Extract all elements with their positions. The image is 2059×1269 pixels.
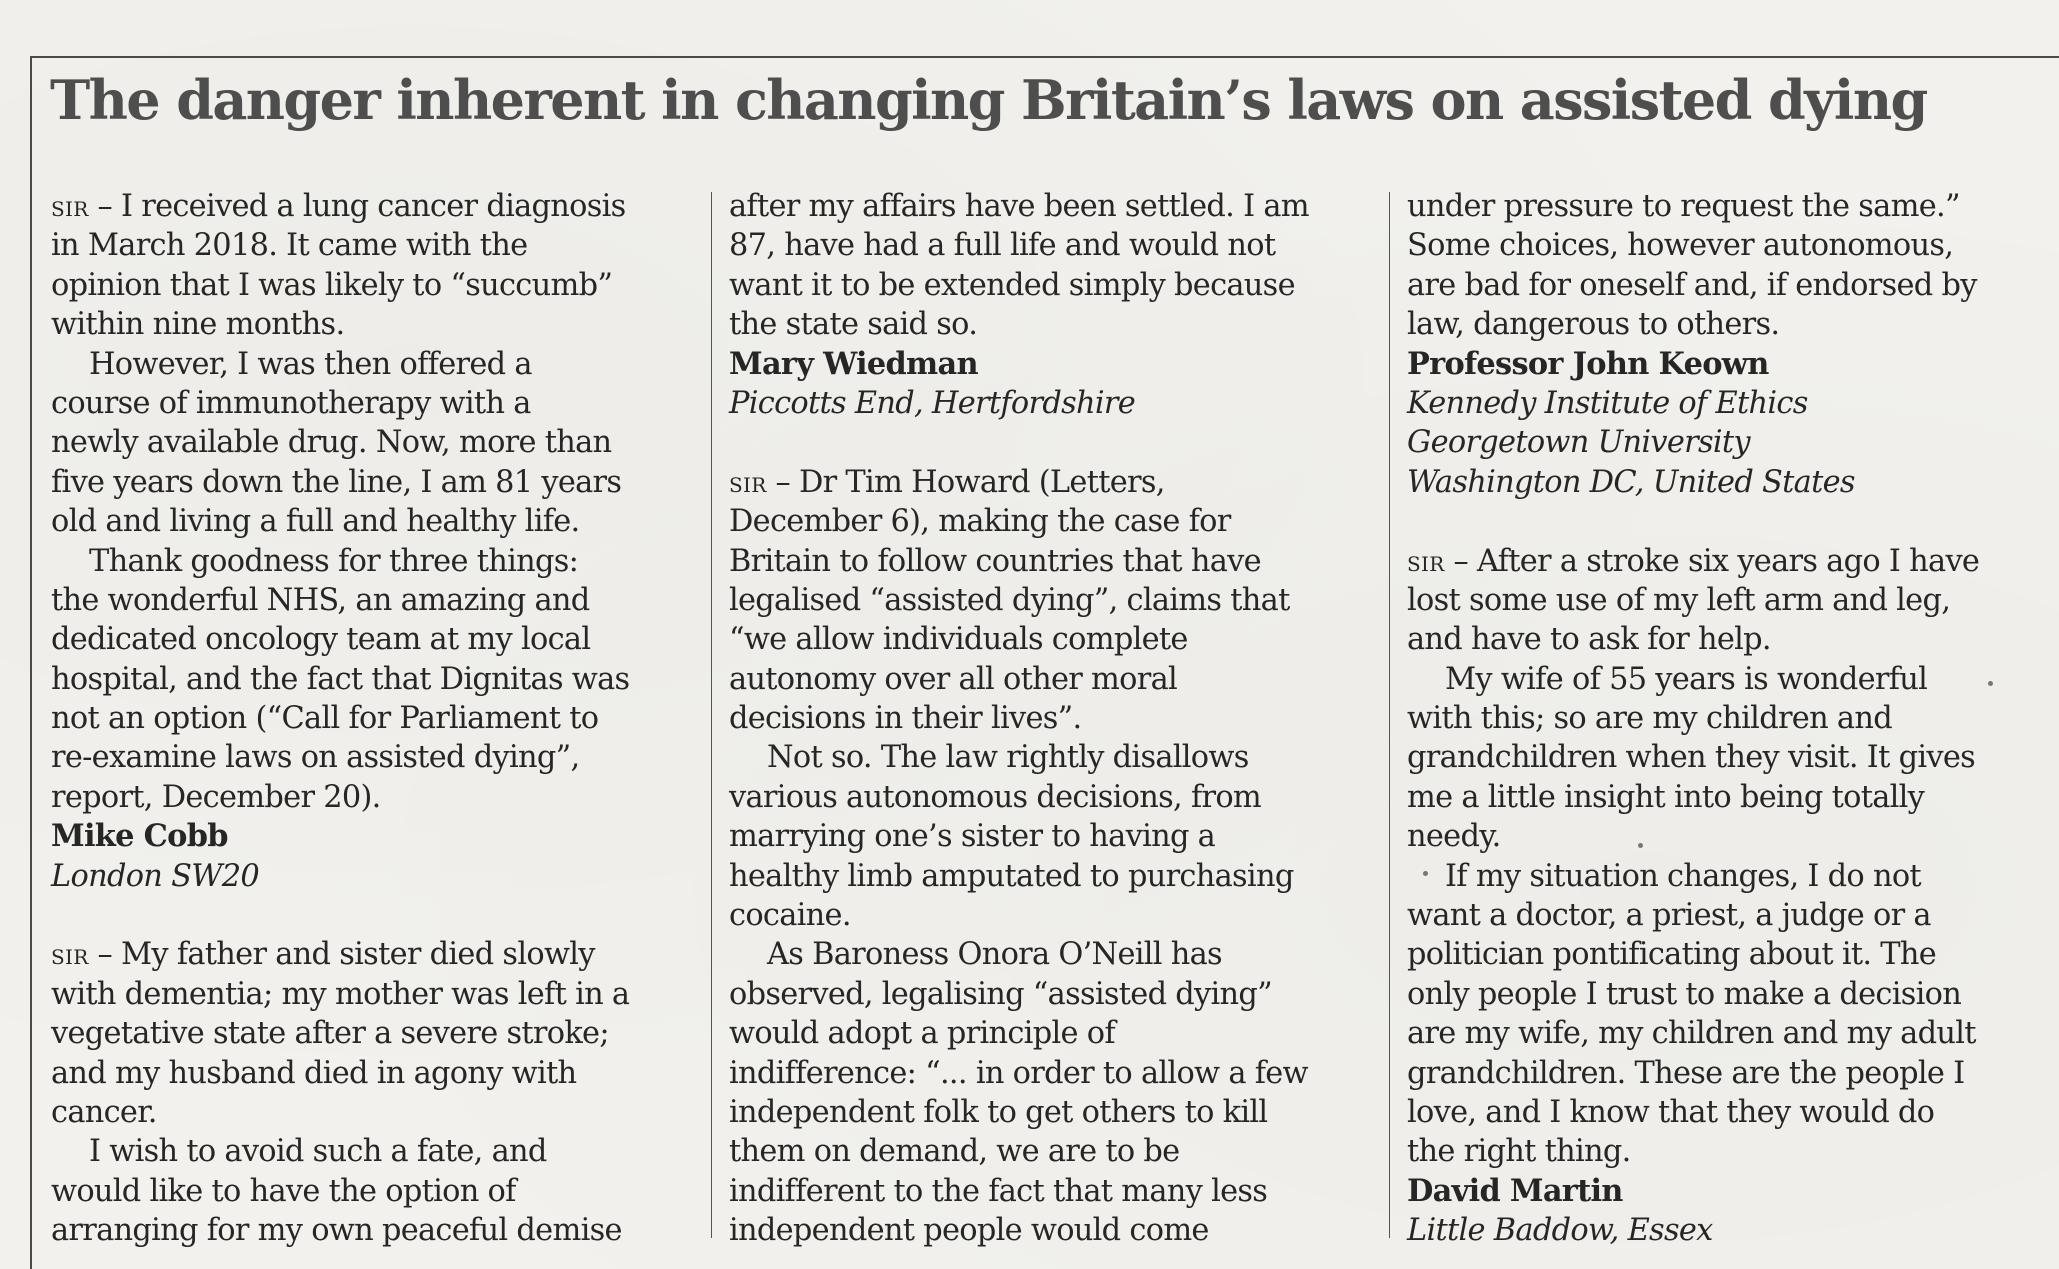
text-line: 87, have had a full life and would not [729,228,1276,264]
letter-opening-line [1407,542,2047,581]
text-line: not an option (“Call for Parliament to [51,701,599,737]
print-speck [1988,681,1993,686]
text-line: grandchildren when they visit. It gives [1407,740,1976,776]
text-line: cocaine. [729,898,851,934]
text-line: them on demand, we are to be [729,1134,1180,1170]
salutation-sir: sir [51,190,89,223]
text-line: lost some use of my left arm and leg, [1407,582,1951,618]
line-text: – My father and sister died slowly [88,937,595,973]
text-line: are my wife, my children and my adult [1407,1016,1976,1052]
paragraph-gap [1407,502,2047,541]
text-line: indifferent to the fact that many less [729,1173,1268,1209]
text-line: old and living a full and healthy life. [51,504,580,540]
text-line: under pressure to request the same.” [1407,189,1960,224]
text-line: independent people would come [729,1213,1209,1249]
text-line: the wonderful NHS, an amazing and [51,582,590,618]
text-line: various autonomous decisions, from [729,779,1262,815]
text-line: decisions in their lives”. [729,701,1082,737]
signatory-location: Piccotts End, Hertfordshire [729,385,1135,421]
column-divider-1 [711,192,712,1238]
text-line: are bad for oneself and, if endorsed by [1407,267,1977,303]
text-line: observed, legalising “assisted dying” [729,976,1272,1012]
text-line: five years down the line, I am 81 years [51,464,622,500]
text-line: “we allow individuals complete [729,622,1188,658]
text-line: within nine months. [51,307,345,343]
letters-column-1 [51,187,691,1251]
text-line: the right thing. [1407,1134,1631,1170]
text-line: If my situation changes, I do not [1445,858,1921,894]
paragraph-gap [729,423,1369,462]
text-line: marrying one’s sister to having a [729,819,1216,855]
text-line: law, dangerous to others. [1407,307,1780,343]
salutation-sir: sir [51,938,89,972]
signatory-name: Professor John Keown [1407,345,1769,382]
text-line: would adopt a principle of [729,1016,1115,1052]
text-line: hospital, and the fact that Dignitas was [51,661,630,697]
line-text: – After a stroke six years ago I have [1444,543,1980,579]
text-line: politician pontificating about it. The [1407,937,1936,973]
text-line: with dementia; my mother was left in a [51,976,630,1012]
text-line: grandchildren. These are the people I [1407,1055,1965,1091]
text-line: me a little insight into being totally [1407,779,1925,815]
text-line: indifference: “... in order to allow a few [729,1055,1308,1091]
salutation-sir: sir [1407,544,1445,578]
paragraph-gap [51,896,691,935]
signatory-name: Mike Cobb [51,818,228,855]
letter-opening-line [51,935,691,974]
line-text: – I received a lung cancer diagnosis [88,189,626,224]
print-speck [1638,843,1643,848]
text-line: the state said so. [729,307,978,343]
text-line: healthy limb amputated to purchasing [729,858,1294,894]
letters-column-2 [729,187,1369,1251]
line-text: – Dr Tim Howard (Letters, [766,464,1165,500]
text-line: report, December 20). [51,779,381,815]
letter-opening-line [51,187,691,226]
text-line: in March 2018. It came with the [51,228,528,264]
text-line: dedicated oncology team at my local [51,622,591,658]
text-line: want it to be extended simply because [729,267,1295,303]
signatory-name: Mary Wiedman [729,345,978,382]
text-line: vegetative state after a severe stroke; [51,1016,609,1052]
signatory-location: Little Baddow, Essex [1407,1213,1713,1249]
signatory-location: Kennedy Institute of Ethics [1407,385,1808,421]
text-line: Thank goodness for three things: [89,543,579,579]
text-line: only people I trust to make a decision [1407,976,1962,1012]
headline: The danger inherent in changing Britain’s laws on assisted dying [50,68,1927,132]
text-line: newly available drug. Now, more than [51,425,612,461]
signatory-name: David Martin [1407,1172,1623,1209]
text-line: Some choices, however autonomous, [1407,228,1954,264]
text-line: and have to ask for help. [1407,622,1771,658]
text-line: I wish to avoid such a fate, and [89,1134,547,1170]
text-line: arranging for my own peaceful demise [51,1213,622,1249]
text-line: and my husband died in agony with [51,1055,577,1091]
signatory-location: Georgetown University [1407,425,1750,461]
text-line: re-examine laws on assisted dying”, [51,740,580,776]
letters-column-3 [1407,187,2047,1251]
text-line: after my affairs have been settled. I am [729,189,1309,224]
text-line: However, I was then offered a [89,346,532,382]
text-line: opinion that I was likely to “succumb” [51,267,613,303]
text-line: Britain to follow countries that have [729,543,1261,579]
text-line: autonomy over all other moral [729,661,1178,697]
text-line: cancer. [51,1094,157,1130]
signatory-location: London SW20 [51,858,260,894]
text-line: love, and I know that they would do [1407,1094,1935,1130]
text-line: As Baroness Onora O’Neill has [767,937,1222,973]
print-speck [1423,871,1428,876]
text-line: course of immunotherapy with a [51,385,531,421]
text-line: My wife of 55 years is wonderful [1445,661,1928,697]
text-line: needy. [1407,819,1501,855]
text-line: with this; so are my children and [1407,701,1892,737]
column-divider-2 [1389,192,1390,1238]
text-line: Not so. The law rightly disallows [767,740,1249,776]
text-line: would like to have the option of [51,1173,516,1209]
letter-opening-line [729,463,1369,502]
left-border-rule [30,56,32,1269]
text-line: want a doctor, a priest, a judge or a [1407,898,1931,934]
top-border-rule [30,56,2059,58]
signatory-location: Washington DC, United States [1407,464,1855,500]
salutation-sir: sir [729,465,767,499]
text-line: December 6), making the case for [729,504,1231,540]
text-line: legalised “assisted dying”, claims that [729,582,1290,618]
text-line: independent folk to get others to kill [729,1094,1268,1130]
